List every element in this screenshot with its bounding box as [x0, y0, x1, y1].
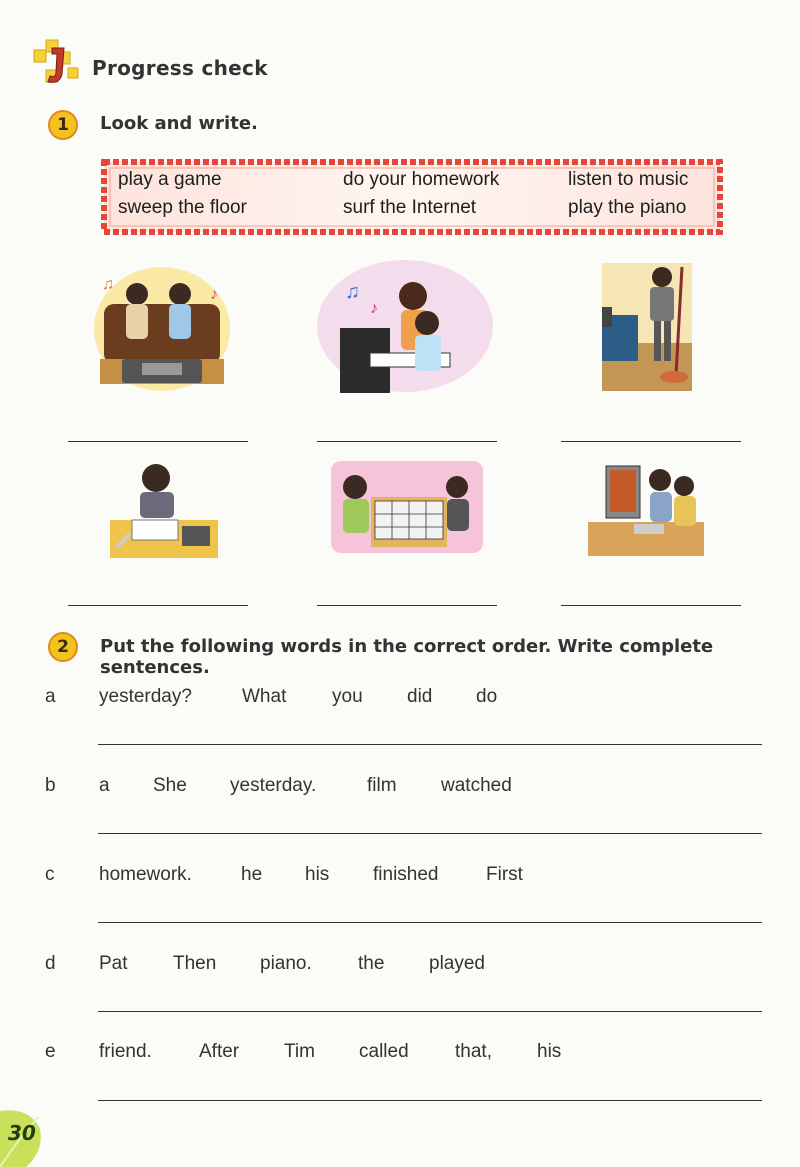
svg-text:♫: ♫	[345, 281, 360, 303]
answer-line-6[interactable]	[561, 605, 741, 606]
item-a-word: yesterday?	[99, 686, 192, 707]
answer-line-2[interactable]	[317, 441, 497, 442]
item-e-word: his	[537, 1041, 562, 1062]
svg-text:♪: ♪	[210, 286, 218, 303]
question-1-number: 1	[48, 110, 78, 140]
item-c-answer-line[interactable]	[98, 922, 762, 923]
item-b-label: b	[45, 775, 56, 796]
item-d-answer-line[interactable]	[98, 1011, 762, 1012]
item-b-word: film	[367, 775, 397, 796]
answer-line-1[interactable]	[68, 441, 248, 442]
item-d-word: the	[358, 953, 385, 974]
item-c-word: First	[486, 864, 523, 885]
item-b-answer-line[interactable]	[98, 833, 762, 834]
section-j-logo	[32, 38, 82, 88]
item-e-word: friend.	[99, 1041, 152, 1062]
question-2-instruction: Put the following words in the correct order. Write complete sentences.	[100, 636, 714, 678]
item-d-label: d	[45, 953, 56, 974]
item-a-answer-line[interactable]	[98, 744, 762, 745]
item-a-word: did	[407, 686, 433, 707]
answer-line-4[interactable]	[68, 605, 248, 606]
question-1-instruction: Look and write.	[100, 113, 258, 134]
item-c-word: he	[241, 864, 263, 885]
item-b-word: yesterday.	[230, 775, 317, 796]
item-a-label: a	[45, 686, 56, 707]
picture-listening-to-music	[92, 264, 232, 394]
item-c-word: homework.	[99, 864, 192, 885]
item-a-word: you	[332, 686, 363, 707]
word-sweep-the-floor: sweep the floor	[118, 197, 247, 218]
item-d-word: played	[429, 953, 485, 974]
svg-text:♪: ♪	[370, 300, 378, 317]
item-c-label: c	[45, 864, 55, 885]
word-do-your-homework: do your homework	[343, 169, 500, 190]
item-e-word: After	[199, 1041, 240, 1062]
picture-playing-game	[331, 461, 483, 553]
item-d-word: Then	[173, 953, 217, 974]
section-title: Progress check	[92, 56, 268, 80]
item-a-word: do	[476, 686, 498, 707]
item-a-word: What	[242, 686, 287, 707]
item-d-word: piano.	[260, 953, 312, 974]
question-2-number: 2	[48, 632, 78, 662]
item-b-word: She	[153, 775, 187, 796]
item-e-label: e	[45, 1041, 56, 1062]
word-surf-the-internet: surf the Internet	[343, 197, 477, 218]
word-listen-to-music: listen to music	[568, 169, 689, 190]
item-e-answer-line[interactable]	[98, 1100, 762, 1101]
answer-line-3[interactable]	[561, 441, 741, 442]
word-play-the-piano: play the piano	[568, 197, 687, 218]
item-b-word: a	[99, 775, 110, 796]
item-e-word: that,	[455, 1041, 492, 1062]
item-b-word: watched	[441, 775, 512, 796]
svg-text:♫: ♫	[102, 276, 114, 293]
page-number: 30	[8, 1121, 36, 1145]
answer-line-5[interactable]	[317, 605, 497, 606]
item-c-word: his	[305, 864, 330, 885]
item-c-word: finished	[373, 864, 439, 885]
word-bank	[100, 158, 724, 236]
item-d-word: Pat	[99, 953, 128, 974]
item-e-word: called	[359, 1041, 409, 1062]
picture-surfing-internet	[588, 462, 704, 556]
picture-sweeping-floor	[602, 263, 692, 391]
picture-playing-piano	[315, 258, 495, 398]
picture-doing-homework	[110, 458, 218, 558]
word-play-a-game: play a game	[118, 169, 222, 190]
item-e-word: Tim	[284, 1041, 315, 1062]
